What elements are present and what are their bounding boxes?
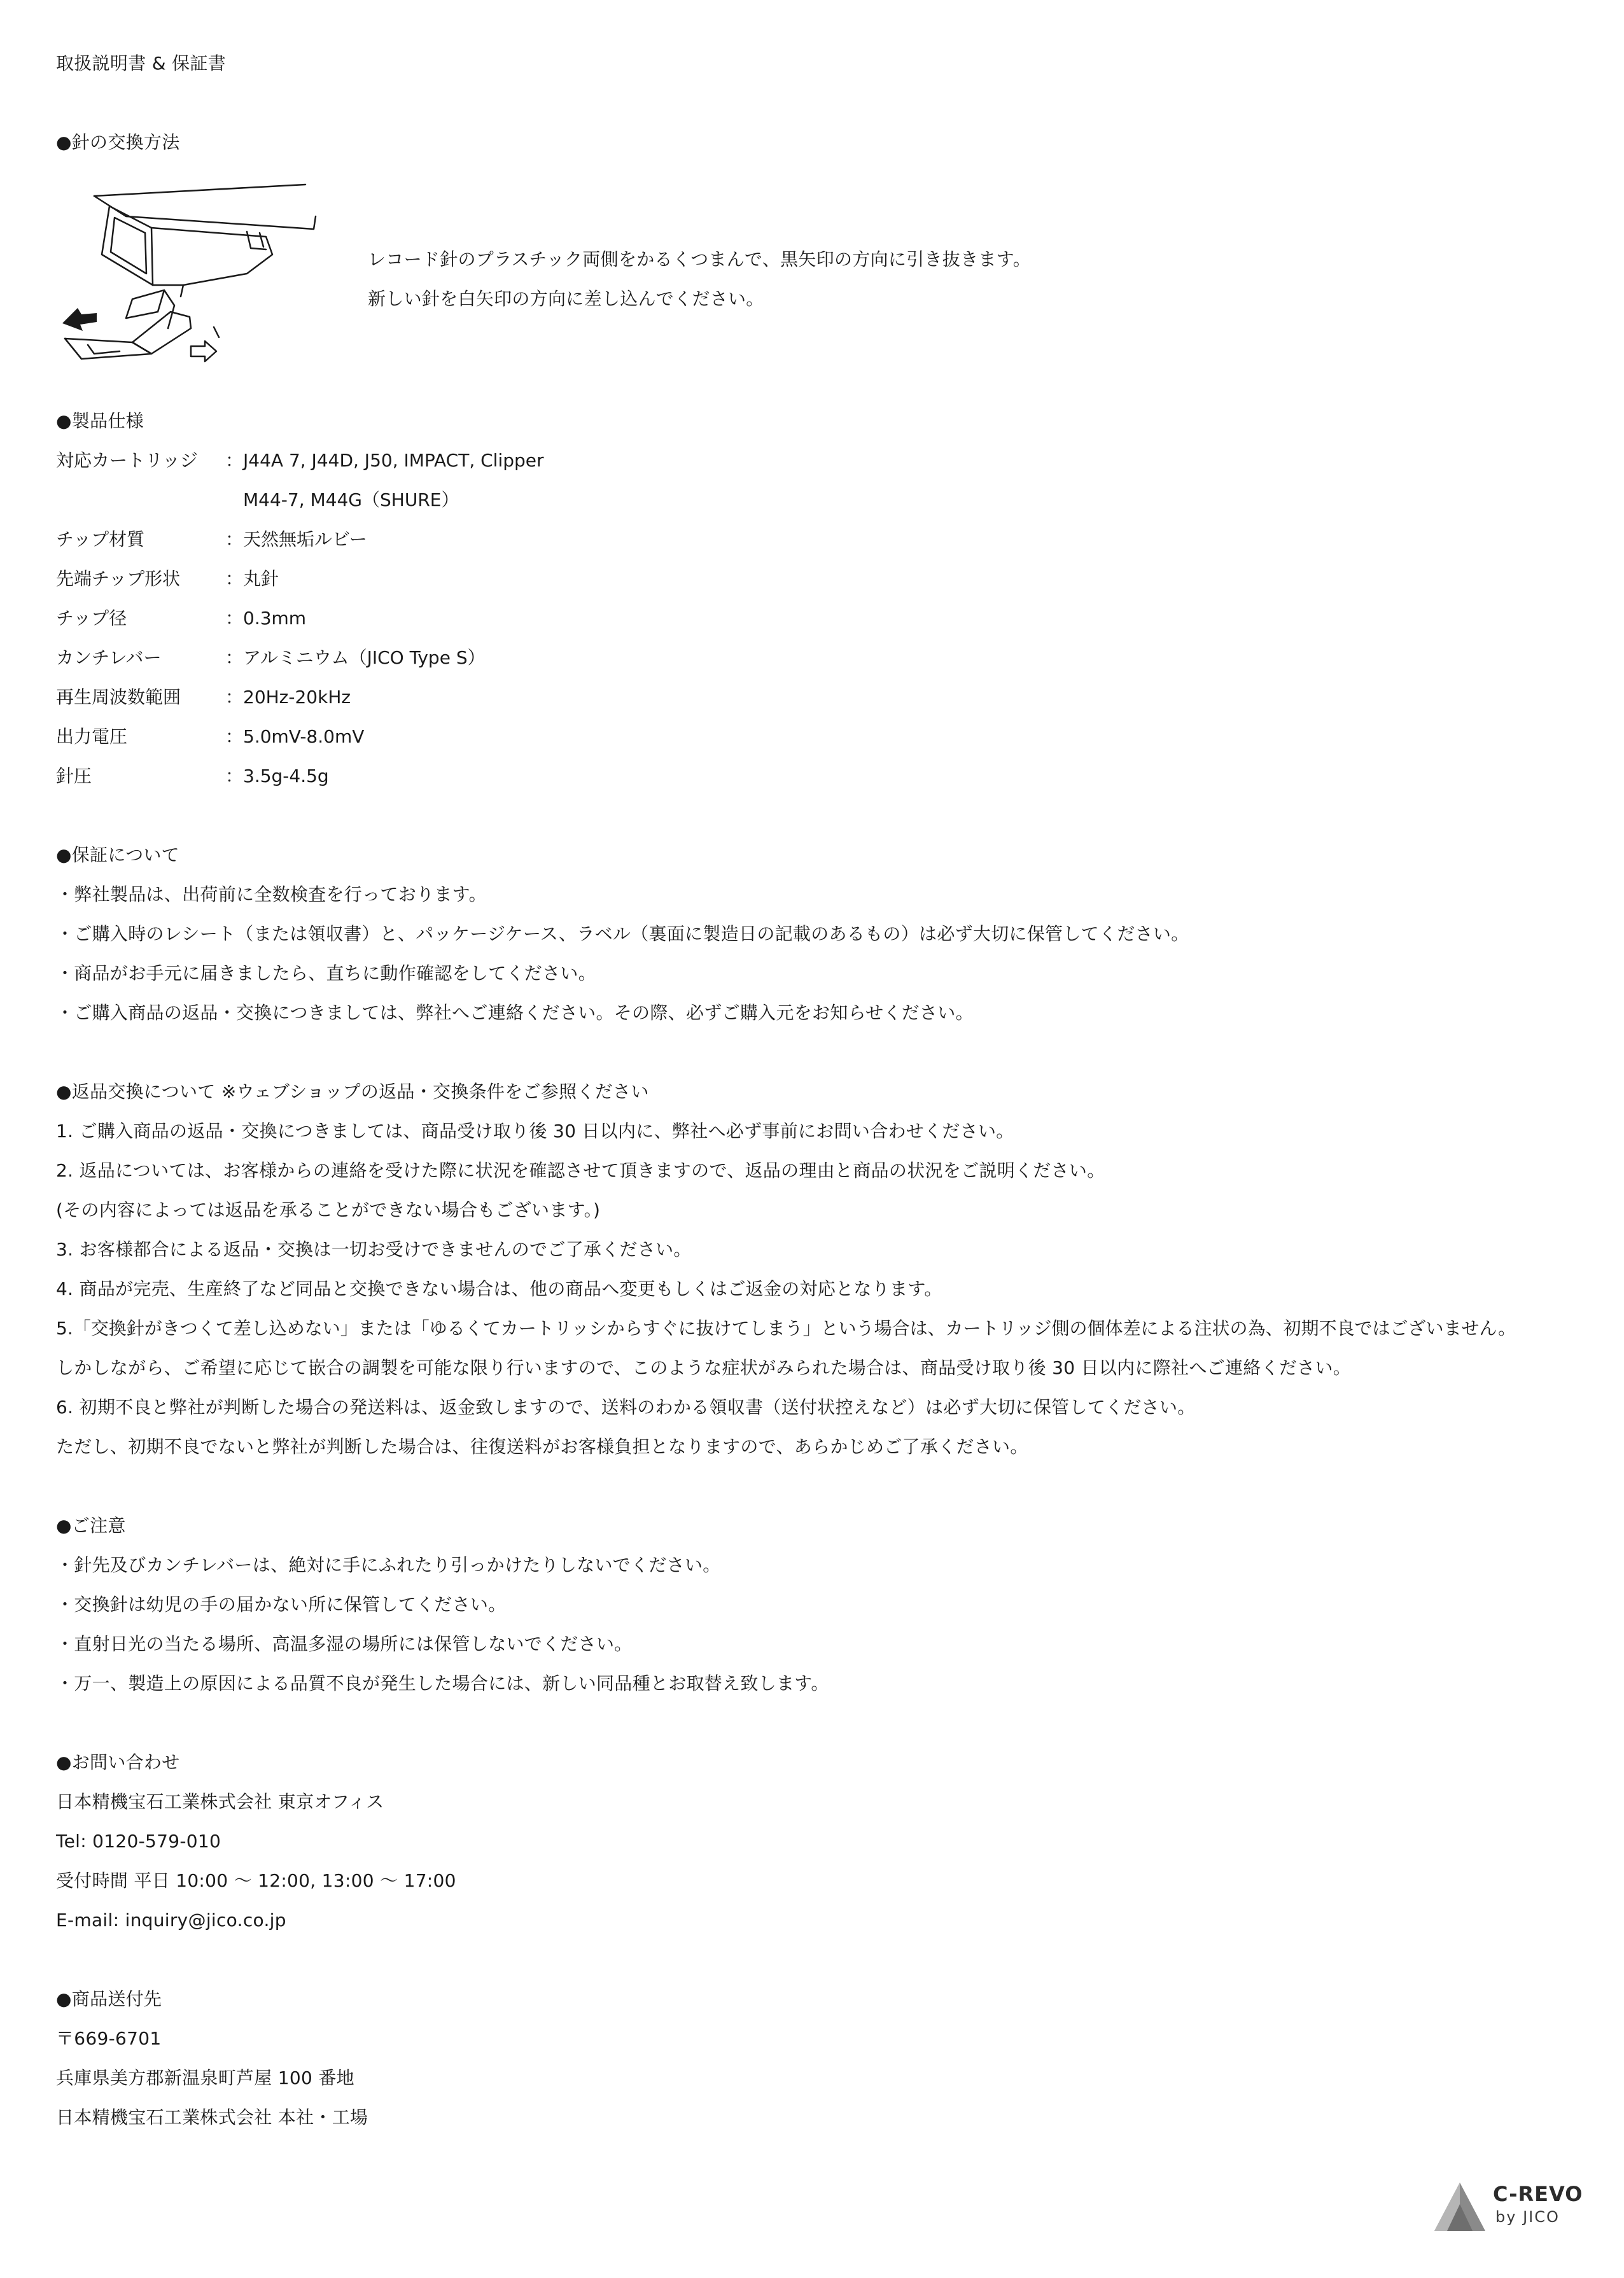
- caution-line: ・針先及びカンチレバーは、絶対に手にふれたり引っかけたりしないでください。: [56, 1555, 721, 1576]
- replacement-instruction-1: レコード針のプラスチック両側をかるくつまんで、黒矢印の方向に引き抜きます。: [368, 249, 1032, 270]
- returns-line: 3. お客様都合による返品・交換は一切お受けできませんのでご了承ください。: [56, 1239, 692, 1260]
- contact-email: E-mail: inquiry@jico.co.jp: [56, 1910, 286, 1931]
- returns-line: ただし、初期不良でないと弊社が判断した場合は、往復送料がお客様負担となりますので、あらかじめご了承ください。: [56, 1436, 1028, 1457]
- returns-line: 5.「交換針がきつくて差し込めない」または「ゆるくてカートリッシからすぐに抜けてしまう」という場合は、カートリッジ側の個体差による注状の為、初期不良ではございません。: [56, 1318, 1516, 1339]
- shipping-address: 兵庫県美方郡新温泉町芦屋 100 番地: [56, 2067, 354, 2088]
- logo-brand-name: C-REVO: [1493, 2182, 1583, 2206]
- returns-line: 4. 商品が完売、生産終了など同品と交換できない場合は、他の商品へ変更もしくはご返金の対応となります。: [56, 1278, 942, 1299]
- returns-heading: ●返品交換について ※ウェブショップの返品・交換条件をご参照ください: [56, 1081, 649, 1102]
- caution-line: ・交換針は幼児の手の届かない所に保管してください。: [56, 1594, 507, 1615]
- spec-value-tip-material: ：天然無垢ルビー: [225, 529, 367, 550]
- spec-label-tip-material: チップ材質: [56, 529, 145, 550]
- spec-value-frequency: ：20Hz-20kHz: [225, 687, 351, 708]
- contact-phone: Tel: 0120-579-010: [56, 1831, 221, 1852]
- warranty-line: ・ご購入時のレシート（または領収書）と、パッケージケース、ラベル（裏面に製造日の記載のあるもの）は必ず大切に保管してください。: [56, 923, 1189, 944]
- spec-value-tracking-force: ：3.5g-4.5g: [225, 765, 329, 786]
- spec-value-cantilever: ：アルミニウム（JICO Type S）: [225, 647, 486, 668]
- contact-company: 日本精機宝石工業株式会社 東京オフィス: [56, 1791, 384, 1812]
- document-title: 取扱説明書 & 保証書: [56, 53, 226, 74]
- shipping-heading: ●商品送付先: [56, 1988, 162, 2009]
- warranty-line: ・商品がお手元に届きましたら、直ちに動作確認をしてください。: [56, 963, 597, 984]
- caution-line: ・万一、製造上の原因による品質不良が発生した場合には、新しい同品種とお取替え致します。: [56, 1673, 829, 1694]
- spec-label-tip-shape: 先端チップ形状: [56, 568, 181, 589]
- spec-value-cartridge: ：J44A 7, J44D, J50, IMPACT, Clipper: [225, 450, 544, 471]
- warranty-line: ・弊社製品は、出荷前に全数検査を行っております。: [56, 884, 487, 905]
- spec-label-cartridge: 対応カートリッジ: [56, 450, 198, 471]
- returns-line: (その内容によっては返品を承ることができない場合もございます。): [56, 1199, 601, 1220]
- spec-heading: ●製品仕様: [56, 410, 144, 431]
- returns-line: 6. 初期不良と弊社が判断した場合の発送料は、返金致しますので、送料のわかる領収書（送付状控えなど）は必ず大切に保管してください。: [56, 1397, 1196, 1418]
- black-arrow-icon: [62, 308, 97, 331]
- spec-label-output: 出力電圧: [56, 726, 128, 747]
- replacement-heading: ●針の交換方法: [56, 132, 180, 153]
- logo-byline: by JICO: [1495, 2208, 1560, 2226]
- spec-label-frequency: 再生周波数範囲: [56, 687, 181, 708]
- returns-line: 2. 返品については、お客様からの連絡を受けた際に状況を確認させて頂きますので、返品の理由と商品の状況をご説明ください。: [56, 1160, 1105, 1181]
- shipping-postal-code: 〒669-6701: [56, 2028, 162, 2049]
- spec-label-cantilever: カンチレバー: [56, 647, 162, 668]
- spec-value-tip-shape: ：丸針: [225, 568, 279, 589]
- caution-line: ・直射日光の当たる場所、高温多湿の場所には保管しないでください。: [56, 1633, 633, 1654]
- returns-line: しかしながら、ご希望に応じて嵌合の調製を可能な限り行いますので、このような症状がみられた場合は、商品受け取り後 30 日以内に際社へご連絡ください。: [56, 1357, 1352, 1378]
- contact-heading: ●お問い合わせ: [56, 1752, 180, 1773]
- spec-label-tracking-force: 針圧: [56, 765, 92, 786]
- crevo-triangle-icon: [1432, 2179, 1488, 2235]
- shipping-company: 日本精機宝石工業株式会社 本社・工場: [56, 2107, 368, 2128]
- spec-value-cartridge-cont: M44-7, M44G（SHURE）: [243, 489, 459, 510]
- warranty-line: ・ご購入商品の返品・交換につきましては、弊社へご連絡ください。その際、必ずご購入元をお知らせください。: [56, 1002, 974, 1023]
- spec-value-output: ：5.0mV-8.0mV: [225, 726, 365, 747]
- replacement-instruction-2: 新しい針を白矢印の方向に差し込んでください。: [368, 288, 764, 309]
- warranty-heading: ●保証について: [56, 844, 179, 865]
- returns-line: 1. ご購入商品の返品・交換につきましては、商品受け取り後 30 日以内に、弊社へ必ず事前にお問い合わせください。: [56, 1121, 1014, 1142]
- contact-hours: 受付時間 平日 10:00 ～ 12:00, 13:00 ～ 17:00: [56, 1870, 456, 1891]
- stylus-replacement-illustration: [56, 178, 323, 382]
- caution-heading: ●ご注意: [56, 1515, 126, 1536]
- crevo-logo: [1432, 2179, 1585, 2235]
- spec-label-tip-diameter: チップ径: [56, 608, 127, 629]
- spec-value-tip-diameter: ：0.3mm: [225, 608, 307, 629]
